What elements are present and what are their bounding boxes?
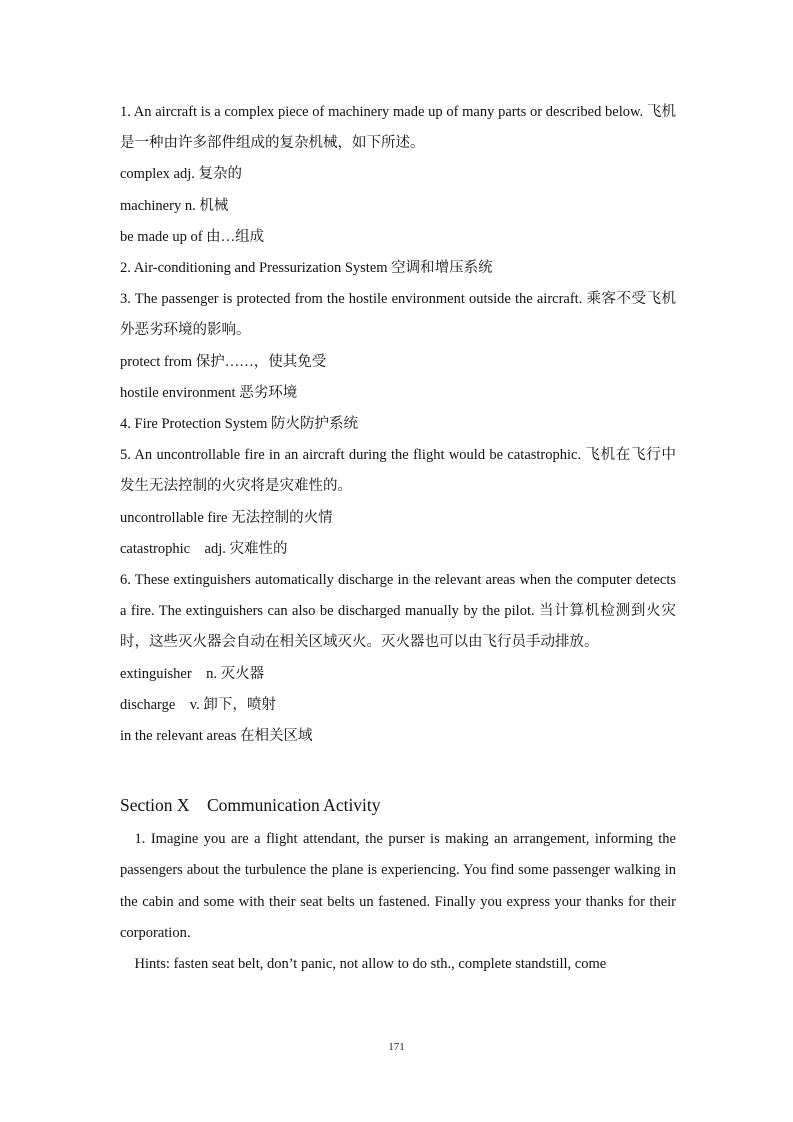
vocab-line-13: 6. These extinguishers automatically discharge in the relevant areas when the computer detects a fire. The extinguishers can also be discharged manually by the pilot. 当计算机检测到火灾时，这些灭火器会自动在相关区域灭火。灭火器也可以由飞行员手动排放。 (120, 572, 676, 651)
vocab-line-2: complex adj. 复杂的 (120, 166, 243, 183)
vocab-line-14: extinguisher n. 灭火器 (120, 665, 265, 682)
page-body (120, 97, 676, 980)
vocab-line-15: discharge v. 卸下，喷射 (120, 696, 276, 713)
vocab-line-9: 4. Fire Protection System 防火防护系统 (120, 416, 359, 433)
vocab-line-11: uncontrollable fire 无法控制的火情 (120, 509, 333, 526)
vocab-line-4: be made up of 由…组成 (120, 228, 265, 245)
section-title: Section X Communication Activity (120, 795, 381, 816)
vocab-line-7: protect from 保护……，使其免受 (120, 353, 327, 370)
vocab-line-3: machinery n. 机械 (120, 197, 229, 214)
vocab-line-16: in the relevant areas 在相关区域 (120, 728, 313, 745)
page-number: 171 (388, 1041, 405, 1053)
activity-hints: Hints: fasten seat belt, don’t panic, not allow to do sth., complete standstill, come (134, 956, 607, 973)
vocab-line-5: 2. Air-conditioning and Pressurization System 空调和增压系统 (120, 260, 493, 277)
vocab-line-12: catastrophic adj. 灾难性的 (120, 540, 288, 557)
activity-paragraph-1: 1. Imagine you are a flight attendant, the purser is making an arrangement, informing the passengers about the turbulence the plane is experiencing. You find some passenger walking in the cabin and some with their seat belts un fastened. Finally you express your thanks for their corporation. (120, 831, 676, 941)
vocab-line-8: hostile environment 恶劣环境 (120, 384, 298, 401)
vocab-line-10: 5. An uncontrollable fire in an aircraft during the flight would be catastrophic. 飞机在飞行中发生无法控制的火灾将是灾难性的。 (120, 447, 676, 495)
vocab-line-1: 1. An aircraft is a complex piece of machinery made up of many parts or described below. 飞机是一种由许多部件组成的复杂机械，如下所述。 (120, 104, 676, 152)
vocab-line-6: 3. The passenger is protected from the hostile environment outside the aircraft. 乘客不受飞机外恶劣环境的影响。 (120, 291, 676, 339)
